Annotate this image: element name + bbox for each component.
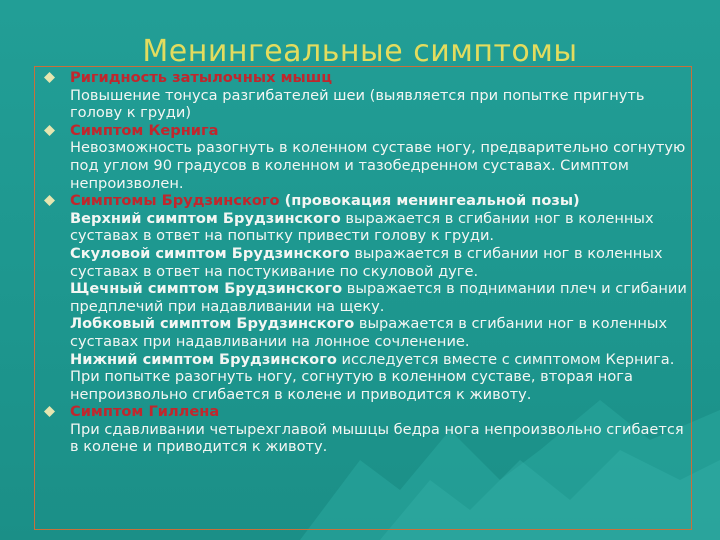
diamond-bullet-icon	[44, 195, 55, 206]
list-item	[44, 403, 694, 456]
item-heading: Ригидность затылочных мышц	[70, 69, 333, 86]
sub-symptom-name: Верхний симптом Брудзинского	[70, 209, 341, 227]
item-text: Повышение тонуса разгибателей шеи (выявляется при попытке пригнуть голову к груди)	[70, 86, 645, 122]
item-heading-suffix: (провокация менингеальной позы)	[279, 192, 580, 210]
sub-symptom	[70, 245, 694, 280]
sub-symptom	[70, 210, 694, 245]
sub-symptom-text: выражается в сгибании ног в коленных суставах в ответ на попытку привести голову к груди.	[70, 209, 654, 245]
sub-symptom	[70, 280, 694, 315]
diamond-bullet-icon	[44, 72, 55, 83]
item-heading: Симптом Кернига	[70, 121, 219, 139]
sub-symptom-text: выражается в поднимании плеч и сгибании предплечий при надавливании на щеку.	[70, 280, 687, 315]
list-item	[44, 122, 694, 192]
diamond-bullet-icon	[44, 406, 55, 417]
diamond-bullet-icon	[44, 125, 55, 136]
symptom-list	[44, 69, 694, 456]
slide-title: Менингеальные симптомы	[142, 34, 578, 70]
item-heading: Симптом Гиллена	[70, 403, 220, 421]
sub-symptom-text: выражается в сгибании ног в коленных суставах при надавливании на лонное сочленение.	[70, 315, 668, 350]
list-item	[44, 69, 694, 122]
sub-symptom-name: Нижний симптом Брудзинского	[70, 350, 337, 368]
sub-symptom-name: Щечный симптом Брудзинского	[70, 280, 343, 298]
item-heading: Симптомы Брудзинского	[70, 192, 280, 210]
item-text: Невозможность разогнуть в коленном суставе ногу, предварительно согнутую под углом 90 градусов в коленном и тазобедренном суставах. Симптом непроизволен.	[70, 139, 686, 192]
sub-symptom-text: выражается в сгибании ног в коленных суставах в ответ на постукивание по скуловой дуге.	[70, 244, 663, 280]
sub-symptom	[70, 315, 694, 350]
list-item	[44, 192, 694, 403]
sub-symptom	[70, 351, 694, 404]
sub-symptom-name: Лобковый симптом Брудзинского	[70, 315, 355, 333]
sub-symptom-name: Скуловой симптом Брудзинского	[70, 244, 350, 262]
sub-symptom-text: исследуется вместе с симптомом Кернига. При попытке разогнуть ногу, согнутую в коленном суставе, вторая нога непроизвольно сгибается в колене и приводится к животу.	[70, 350, 675, 403]
item-text: При сдавливании четырехглавой мышцы бедра нога непроизвольно сгибается в колене и приводится к животу.	[70, 420, 684, 456]
